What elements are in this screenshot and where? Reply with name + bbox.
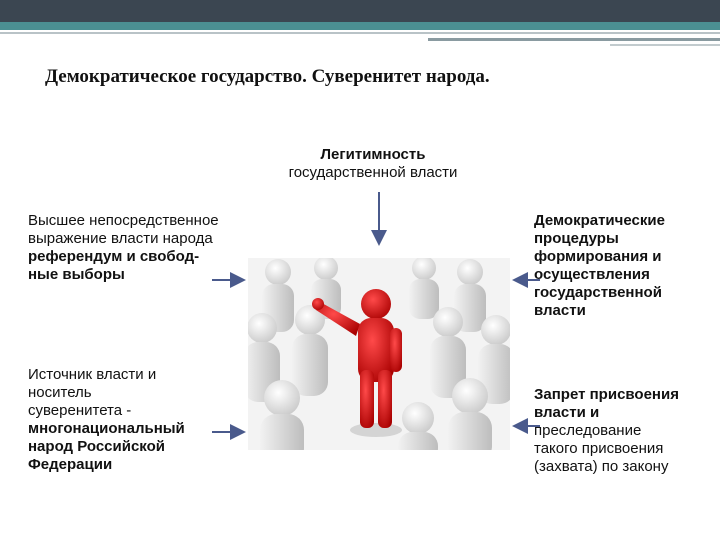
democratic-procedures-line: государственной (534, 284, 662, 301)
direct-expression-label (28, 212, 278, 284)
header-teal-bar (0, 22, 720, 30)
democratic-procedures-line: власти (534, 302, 586, 319)
direct-expression-line: выражение власти народа (28, 230, 213, 247)
source-of-power-line: суверенитета - (28, 402, 132, 419)
democratic-procedures-label (534, 212, 714, 320)
source-of-power-line: народ Российской (28, 438, 165, 455)
source-of-power-line: Федерации (28, 456, 113, 473)
legitimacy-label (255, 146, 491, 182)
seizure-ban-line: власти и (534, 404, 600, 421)
source-of-power-line: носитель (28, 384, 92, 401)
direct-expression-line: ные выборы (28, 266, 125, 283)
democratic-procedures-line: формирования и (534, 248, 662, 265)
slide-title: Демократическое государство. Суверенитет народа. (45, 66, 490, 87)
direct-expression-line: Высшее непосредственное (28, 212, 219, 229)
seizure-ban-line: Запрет присвоения (534, 386, 679, 403)
democratic-procedures-line: Демократические (534, 212, 665, 229)
seizure-ban-line: такого присвоения (534, 440, 664, 457)
source-of-power-label (28, 366, 238, 474)
seizure-ban-label (534, 386, 714, 476)
legitimacy-label-line: Легитимность (320, 146, 426, 163)
header-accent-line-short (610, 44, 720, 46)
crowd-illustration (248, 258, 510, 450)
source-of-power-line: многонациональный (28, 420, 185, 437)
header-dark-bar (0, 0, 720, 22)
legitimacy-label-line: государственной власти (288, 164, 458, 181)
seizure-ban-line: преследование (534, 422, 642, 439)
democratic-procedures-line: процедуры (534, 230, 619, 247)
header-accent-line (428, 38, 720, 41)
seizure-ban-line: (захвата) по закону (534, 458, 669, 475)
direct-expression-line: референдум и свобод- (28, 248, 200, 265)
header-rule (0, 32, 720, 34)
source-of-power-line: Источник власти и (28, 366, 157, 383)
democratic-procedures-line: осуществления (534, 266, 650, 283)
